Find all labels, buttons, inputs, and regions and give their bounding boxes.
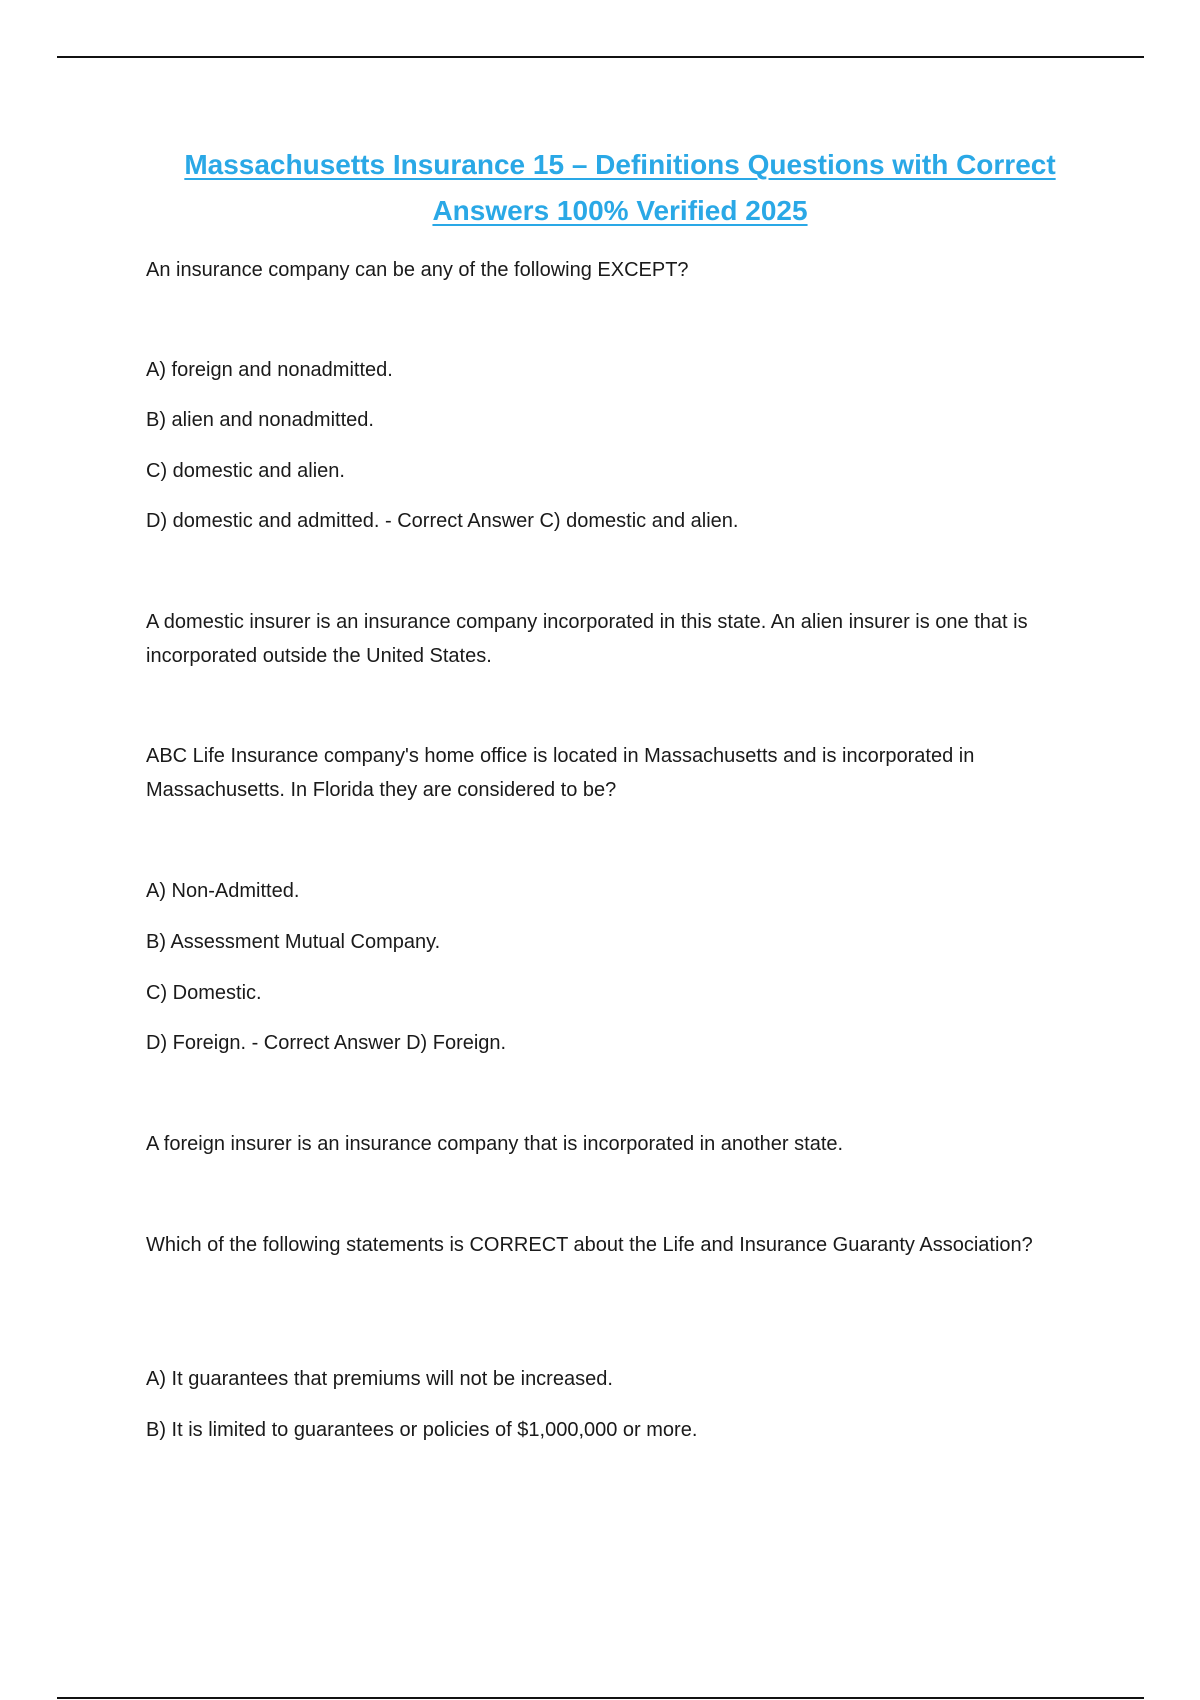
question-3-option-b: B) It is limited to guarantees or policies of $1,000,000 or more. — [146, 1419, 698, 1441]
question-2-option-a: A) Non-Admitted. — [146, 880, 300, 902]
question-2-explanation: A foreign insurer is an insurance company that is incorporated in another state. — [146, 1133, 844, 1155]
question-1-option-c: C) domestic and alien. — [146, 460, 345, 482]
question-1-option-a: A) foreign and nonadmitted. — [146, 359, 393, 381]
top-rule — [57, 56, 1144, 58]
question-3-option-a: A) It guarantees that premiums will not be increased. — [146, 1368, 613, 1390]
question-1-text: An insurance company can be any of the following EXCEPT? — [146, 259, 689, 281]
question-2-option-d-answer: D) Foreign. - Correct Answer D) Foreign. — [146, 1032, 507, 1054]
title-line-1: Massachusetts Insurance 15 – Definitions Questions with Correct — [184, 149, 1056, 180]
title-line-2: Answers 100% Verified 2025 — [432, 195, 808, 226]
question-2-text: ABC Life Insurance company's home office is located in Massachusetts and is incorporated in Massachusetts. In Florida they are considered to be? — [146, 745, 975, 801]
document-title — [120, 142, 1120, 234]
bottom-rule — [57, 1697, 1144, 1699]
question-2-option-c: C) Domestic. — [146, 982, 262, 1004]
question-2-option-b: B) Assessment Mutual Company. — [146, 931, 441, 953]
question-3-text: Which of the following statements is CORRECT about the Life and Insurance Guaranty Association? — [146, 1234, 1033, 1256]
question-1-option-b: B) alien and nonadmitted. — [146, 409, 374, 431]
question-1-option-d-answer: D) domestic and admitted. - Correct Answer C) domestic and alien. — [146, 510, 739, 532]
question-1-explanation: A domestic insurer is an insurance company incorporated in this state. An alien insurer is one that is incorporated outside the United States. — [146, 611, 1028, 667]
